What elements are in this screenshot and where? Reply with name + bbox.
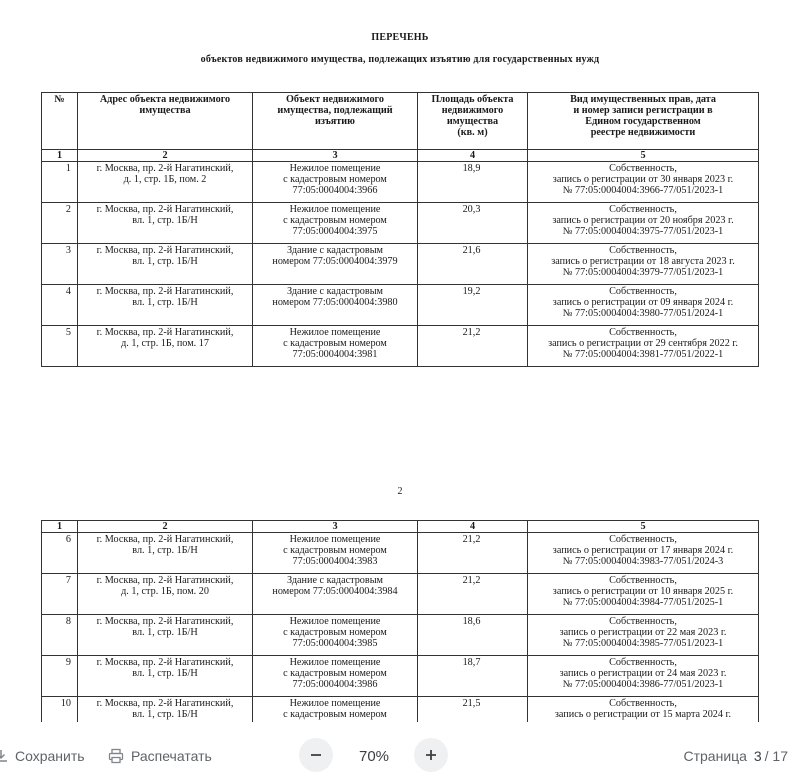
address-cell-line: вл. 1, стр. 1Б/Н xyxy=(132,215,198,226)
object-cell-line: Нежилое помещение xyxy=(289,163,381,174)
header-line: и номер записи регистрации в xyxy=(573,105,713,116)
address-cell-line: г. Москва, пр. 2-й Нагатинский, xyxy=(96,616,234,627)
rights-cell-line: Собственность, xyxy=(609,327,677,338)
address-cell xyxy=(78,533,253,574)
rights-cell-line: № 77:05:0004004:3981-77/051/2022-1 xyxy=(562,349,724,360)
rights-cell-line: запись о регистрации от 22 мая 2023 г. xyxy=(559,627,727,638)
area-cell: 18,7 xyxy=(418,656,528,697)
address-cell-line: г. Москва, пр. 2-й Нагатинский, xyxy=(96,204,234,215)
rights-cell-line: запись о регистрации от 09 января 2024 г. xyxy=(552,297,734,308)
plus-icon xyxy=(424,748,438,762)
header-rights xyxy=(528,93,759,150)
address-cell-line: д. 1, стр. 1Б, пом. 17 xyxy=(121,338,209,349)
property-table-page-1 xyxy=(41,92,759,367)
object-cell-line: 77:05:0004004:3975 xyxy=(292,226,378,237)
header-line: имущества xyxy=(139,105,191,116)
header-line: Площадь объекта xyxy=(431,94,514,105)
table-row xyxy=(42,244,759,285)
object-cell xyxy=(253,326,418,367)
rights-cell-line: № 77:05:0004004:3979-77/051/2023-1 xyxy=(562,267,724,278)
address-cell-line: г. Москва, пр. 2-й Нагатинский, xyxy=(96,245,234,256)
object-cell-line: Здание с кадастровым xyxy=(286,575,383,586)
viewer-toolbar xyxy=(0,722,800,776)
print-label: Распечатать xyxy=(131,748,212,764)
object-cell-line: Нежилое помещение xyxy=(289,327,381,338)
object-cell xyxy=(253,615,418,656)
object-cell-line: с кадастровым номером xyxy=(283,545,387,556)
rights-cell xyxy=(528,574,759,615)
object-cell-line: Нежилое помещение xyxy=(289,657,381,668)
document-title: ПЕРЕЧЕНЬ xyxy=(371,32,429,43)
address-cell-line: вл. 1, стр. 1Б/Н xyxy=(132,297,198,308)
address-cell-line: г. Москва, пр. 2-й Нагатинский, xyxy=(96,575,234,586)
address-cell xyxy=(78,615,253,656)
rights-cell-line: Собственность, xyxy=(609,657,677,668)
table-row xyxy=(42,615,759,656)
header-line: Вид имущественных прав, дата xyxy=(570,94,716,105)
rights-cell-line: запись о регистрации от 24 мая 2023 г. xyxy=(559,668,727,679)
row-number: 4 xyxy=(42,285,78,326)
rights-cell-line: № 77:05:0004004:3983-77/051/2024-3 xyxy=(562,556,724,567)
rights-cell xyxy=(528,203,759,244)
rights-cell-line: Собственность, xyxy=(609,698,677,709)
page-label: Страница xyxy=(683,748,747,764)
address-cell xyxy=(78,656,253,697)
header-line: реестре недвижимости xyxy=(590,127,696,138)
save-icon xyxy=(0,749,8,763)
header-line: недвижимого xyxy=(441,105,504,116)
column-number-row xyxy=(42,150,759,162)
object-cell xyxy=(253,574,418,615)
minus-icon xyxy=(309,748,323,762)
object-cell-line: 77:05:0004004:3983 xyxy=(292,556,378,567)
object-cell-line: Нежилое помещение xyxy=(289,204,381,215)
object-cell xyxy=(253,162,418,203)
save-label: Сохранить xyxy=(15,748,85,764)
header-area xyxy=(418,93,528,150)
object-cell xyxy=(253,656,418,697)
header-object xyxy=(253,93,418,150)
table-row xyxy=(42,656,759,697)
rights-cell-line: № 77:05:0004004:3985-77/051/2023-1 xyxy=(562,638,724,649)
rights-cell-line: Собственность, xyxy=(609,286,677,297)
area-cell: 21,5 xyxy=(418,697,528,738)
address-cell-line: вл. 1, стр. 1Б/Н xyxy=(132,256,198,267)
column-number: 3 xyxy=(253,150,418,162)
rights-cell-line: № 77:05:0004004:3986-77/051/2023-1 xyxy=(562,679,724,690)
column-number-row xyxy=(42,521,759,533)
header-address xyxy=(78,93,253,150)
header-line: имущества xyxy=(446,116,499,127)
object-cell xyxy=(253,203,418,244)
object-cell-line: номером 77:05:0004004:3980 xyxy=(272,297,398,308)
address-cell-line: г. Москва, пр. 2-й Нагатинский, xyxy=(96,327,234,338)
object-cell-line: Нежилое помещение xyxy=(289,616,381,627)
area-cell: 20,3 xyxy=(418,203,528,244)
object-cell-line: 77:05:0004004:3986 xyxy=(292,679,378,690)
rights-cell xyxy=(528,244,759,285)
row-number: 8 xyxy=(42,615,78,656)
rights-cell-line: запись о регистрации от 30 января 2023 г. xyxy=(552,174,734,185)
rights-cell-line: Собственность, xyxy=(609,534,677,545)
header-line: Объект недвижимого xyxy=(285,94,385,105)
header-line: имущества, подлежащий xyxy=(277,105,393,116)
rights-cell-line: запись о регистрации от 17 января 2024 г. xyxy=(552,545,734,556)
area-cell: 21,6 xyxy=(418,244,528,285)
area-cell: 21,2 xyxy=(418,574,528,615)
column-number: 5 xyxy=(528,521,759,533)
address-cell-line: г. Москва, пр. 2-й Нагатинский, xyxy=(96,534,234,545)
row-number: 5 xyxy=(42,326,78,367)
object-cell-line: с кадастровым номером xyxy=(283,174,387,185)
table-row xyxy=(42,285,759,326)
column-number: 4 xyxy=(418,521,528,533)
page-separator: / xyxy=(764,748,769,764)
save-button[interactable] xyxy=(0,722,85,776)
rights-cell-line: Собственность, xyxy=(609,245,677,256)
column-number: 5 xyxy=(528,150,759,162)
object-cell-line: 77:05:0004004:3966 xyxy=(292,185,378,196)
row-number: 2 xyxy=(42,203,78,244)
address-cell-line: вл. 1, стр. 1Б/Н xyxy=(132,709,198,720)
object-cell-line: с кадастровым номером xyxy=(283,338,387,349)
table-row xyxy=(42,326,759,367)
object-cell xyxy=(253,285,418,326)
rights-cell-line: Собственность, xyxy=(609,575,677,586)
printer-icon xyxy=(108,748,124,764)
table-row xyxy=(42,574,759,615)
rights-cell xyxy=(528,285,759,326)
column-number: 4 xyxy=(418,150,528,162)
zoom-level: 70% xyxy=(358,747,390,765)
object-cell-line: Нежилое помещение xyxy=(289,534,381,545)
object-cell-line: номером 77:05:0004004:3984 xyxy=(272,586,398,597)
address-cell-line: д. 1, стр. 1Б, пом. 20 xyxy=(121,586,209,597)
address-cell-line: вл. 1, стр. 1Б/Н xyxy=(132,627,198,638)
object-cell-line: с кадастровым номером xyxy=(283,668,387,679)
header-no: № xyxy=(42,93,78,150)
total-pages: 17 xyxy=(772,748,788,764)
rights-cell-line: № 77:05:0004004:3966-77/051/2023-1 xyxy=(562,185,724,196)
rights-cell-line: запись о регистрации от 10 января 2025 г. xyxy=(552,586,734,597)
object-cell-line: Здание с кадастровым xyxy=(286,286,383,297)
rights-cell-line: запись о регистрации от 15 марта 2024 г. xyxy=(554,709,732,720)
rights-cell-line: Собственность, xyxy=(609,204,677,215)
table-row xyxy=(42,162,759,203)
address-cell-line: г. Москва, пр. 2-й Нагатинский, xyxy=(96,286,234,297)
object-cell-line: с кадастровым номером xyxy=(283,627,387,638)
object-cell xyxy=(253,533,418,574)
header-line: Едином государственном xyxy=(585,116,701,127)
property-table-page-2 xyxy=(41,520,759,738)
object-cell-line: 77:05:0004004:3985 xyxy=(292,638,378,649)
table-row xyxy=(42,533,759,574)
zoom-out-button[interactable] xyxy=(299,738,333,772)
rights-cell-line: запись о регистрации от 20 ноября 2023 г. xyxy=(552,215,734,226)
column-number: 2 xyxy=(78,521,253,533)
rights-cell-line: № 77:05:0004004:3975-77/051/2023-1 xyxy=(562,226,724,237)
column-number: 1 xyxy=(42,150,78,162)
object-cell-line: номером 77:05:0004004:3979 xyxy=(272,256,398,267)
row-number: 3 xyxy=(42,244,78,285)
rights-cell-line: запись о регистрации от 29 сентября 2022 г. xyxy=(548,338,738,349)
area-cell: 19,2 xyxy=(418,285,528,326)
rights-cell xyxy=(528,162,759,203)
page-number: 2 xyxy=(397,486,403,497)
header-line: Адрес объекта недвижимого xyxy=(99,94,231,105)
rights-cell-line: запись о регистрации от 18 августа 2023 г. xyxy=(551,256,735,267)
area-cell: 18,6 xyxy=(418,615,528,656)
rights-cell-line: Собственность, xyxy=(609,163,677,174)
page-indicator xyxy=(684,722,789,776)
row-number: 1 xyxy=(42,162,78,203)
row-number: 6 xyxy=(42,533,78,574)
rights-cell xyxy=(528,656,759,697)
object-cell-line: Нежилое помещение xyxy=(289,698,381,709)
rights-cell xyxy=(528,533,759,574)
area-cell: 18,9 xyxy=(418,162,528,203)
address-cell-line: вл. 1, стр. 1Б/Н xyxy=(132,545,198,556)
rights-cell-line: Собственность, xyxy=(609,616,677,627)
row-number: 10 xyxy=(42,697,78,738)
rights-cell xyxy=(528,326,759,367)
address-cell xyxy=(78,326,253,367)
header-line: (кв. м) xyxy=(457,127,488,138)
address-cell-line: г. Москва, пр. 2-й Нагатинский, xyxy=(96,698,234,709)
address-cell-line: д. 1, стр. 1Б, пом. 2 xyxy=(123,174,207,185)
table-row xyxy=(42,203,759,244)
address-cell-line: вл. 1, стр. 1Б/Н xyxy=(132,668,198,679)
rights-cell-line: № 77:05:0004004:3980-77/051/2024-1 xyxy=(562,308,724,319)
current-page[interactable]: 3 xyxy=(753,748,762,764)
rights-cell xyxy=(528,615,759,656)
object-cell-line: 77:05:0004004:3981 xyxy=(292,349,378,360)
header-line: изъятию xyxy=(315,116,355,127)
zoom-in-button[interactable] xyxy=(414,738,448,772)
object-cell-line: с кадастровым номером xyxy=(283,215,387,226)
column-number: 2 xyxy=(78,150,253,162)
object-cell-line: с кадастровым номером xyxy=(283,709,387,720)
rights-cell-line: № 77:05:0004004:3984-77/051/2025-1 xyxy=(562,597,724,608)
object-cell xyxy=(253,244,418,285)
address-cell xyxy=(78,285,253,326)
address-cell xyxy=(78,162,253,203)
row-number: 7 xyxy=(42,574,78,615)
area-cell: 21,2 xyxy=(418,533,528,574)
address-cell xyxy=(78,244,253,285)
column-number: 3 xyxy=(253,521,418,533)
address-cell xyxy=(78,574,253,615)
address-cell-line: г. Москва, пр. 2-й Нагатинский, xyxy=(96,657,234,668)
address-cell xyxy=(78,203,253,244)
address-cell-line: г. Москва, пр. 2-й Нагатинский, xyxy=(96,163,234,174)
table-header-row xyxy=(42,93,759,150)
object-cell-line: Здание с кадастровым xyxy=(286,245,383,256)
row-number: 9 xyxy=(42,656,78,697)
column-number: 1 xyxy=(42,521,78,533)
area-cell: 21,2 xyxy=(418,326,528,367)
print-button[interactable] xyxy=(108,722,212,776)
document-subtitle: объектов недвижимого имущества, подлежащих изъятию для государственных нужд xyxy=(200,54,600,65)
